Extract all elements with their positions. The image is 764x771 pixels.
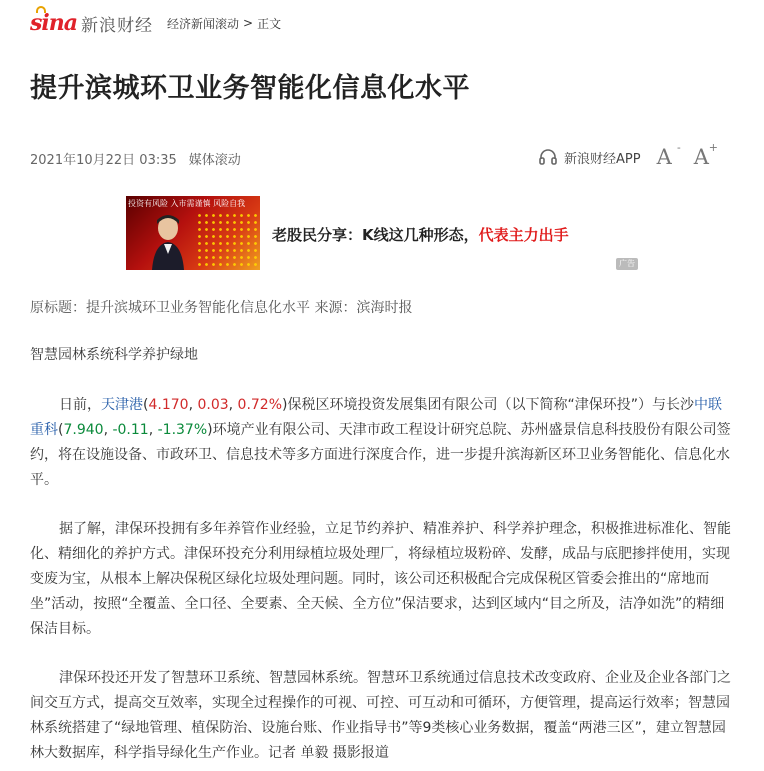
stock1-change: 0.03 [197,397,229,413]
stock2-open: ( [58,422,64,438]
ad-headline-highlight: 代表主力出手 [478,226,569,244]
font-increase-sign: + [708,141,718,154]
article-origin: 原标题：提升滨城环卫业务智能化信息化水平 来源：滨海时报 [30,300,413,316]
headphone-icon[interactable] [538,147,558,167]
breadcrumb-link-news-roll[interactable]: 经济新闻滚动 [167,16,240,31]
article-meta [30,149,241,168]
p1-text-c: 环境产业有限公司、天津市政工程设计研究总院、苏州盛景信息科技股份有限公司签约，将在设施设备、市政环卫、信息技术等多方面进行深度合作，进一步提升滨海新区环卫业务智能化、信息化水平。 [30,422,731,488]
font-increase-button[interactable] [693,141,718,169]
breadcrumb-separator: > [243,16,254,30]
stock1-sep-2: , [228,397,238,413]
article-paragraph-3: 津保环投还开发了智慧环卫系统、智慧园林系统。智慧环卫系统通过信息技术改变政府、企业及企业各部门之间交互方式，提高交互效率，实现全过程操作的可视、可控、可互动和可循环，方便管理，提高运行效率；智慧园林系统搭建了“绿地管理、植保防治、设施台账、作业指导书”等9类核心业务数据，覆盖“两港三区”，建立智慧园林大数据库，科学指导绿化生产作业。记者 单毅 摄影报道 [30,670,731,761]
stock-link-zoomlion[interactable]: 中联重科 [30,397,723,438]
stock1-close: ) [282,397,288,413]
article-subtitle: 智慧园林系统科学养护绿地 [30,347,198,363]
stock-link-tianjin-port[interactable]: 天津港 [101,397,143,413]
ad-image-caption: 投资有风险 入市需谨慎 风险自我 [128,199,246,208]
font-decrease-sign: - [677,141,681,154]
ad-headline-main: 老股民分享：K线这几种形态， [272,226,479,244]
site-header [30,8,281,38]
article-date: 2021年10月22日 03:35 [30,153,177,168]
font-increase-letter: A [693,145,709,169]
breadcrumb-current: 正文 [257,16,282,31]
stock1-open: ( [143,397,149,413]
p1-text-b: 保税区环境投资发展集团有限公司（以下简称“津保环投”）与长沙 [287,397,695,413]
ad-banner[interactable] [126,196,638,270]
stock1-price: 4.170 [148,397,189,413]
stock2-sep-2: , [148,422,158,438]
ad-badge: 广告 [616,258,638,270]
ad-chart-dots [196,212,258,266]
article-tools [538,141,731,170]
p1-text-a: 日前， [59,397,101,413]
sina-finance-app-link[interactable]: 新浪财经APP [564,151,641,167]
sina-eye-icon [36,6,46,13]
sina-logo[interactable] [30,10,77,36]
stock2-close: ) [207,422,213,438]
breadcrumb [167,15,281,32]
stock1-sep-1: , [188,397,198,413]
stock1-pct: 0.72% [237,397,283,413]
article-paragraph-1 [30,393,734,493]
stock2-pct: -1.37% [157,422,208,438]
article-source: 媒体滚动 [188,153,241,168]
ad-image [126,196,260,270]
stock2-change: -0.11 [112,422,149,438]
font-decrease-letter: A [656,145,672,169]
article-title: 提升滨城环卫业务智能化信息化水平 [30,73,470,104]
channel-name-link[interactable]: 新浪财经 [81,15,153,36]
sina-logo-text: sina [30,10,77,36]
ad-person-illustration [148,210,188,270]
ad-headline [272,224,569,245]
font-decrease-button[interactable] [656,141,681,169]
stock2-sep-1: , [103,422,113,438]
stock2-price: 7.940 [63,422,104,438]
article-paragraph-2: 据了解，津保环投拥有多年养管作业经验，立足节约养护、精准养护、科学养护理念，积极推进标准化、智能化、精细化的养护方式。津保环投充分利用绿植垃圾处理厂，将绿植垃圾粉碎、发酵，成品与底肥掺拌使用，实现变废为宝，从根本上解决保税区绿化垃圾处理问题。同时，该公司还积极配合完成保税区管委会推出的“席地而坐”活动，按照“全覆盖、全口径、全要素、全天候、全方位”保洁要求，达到区域内“目之所及，洁净如洗”的精细保洁目标。 [30,521,731,637]
